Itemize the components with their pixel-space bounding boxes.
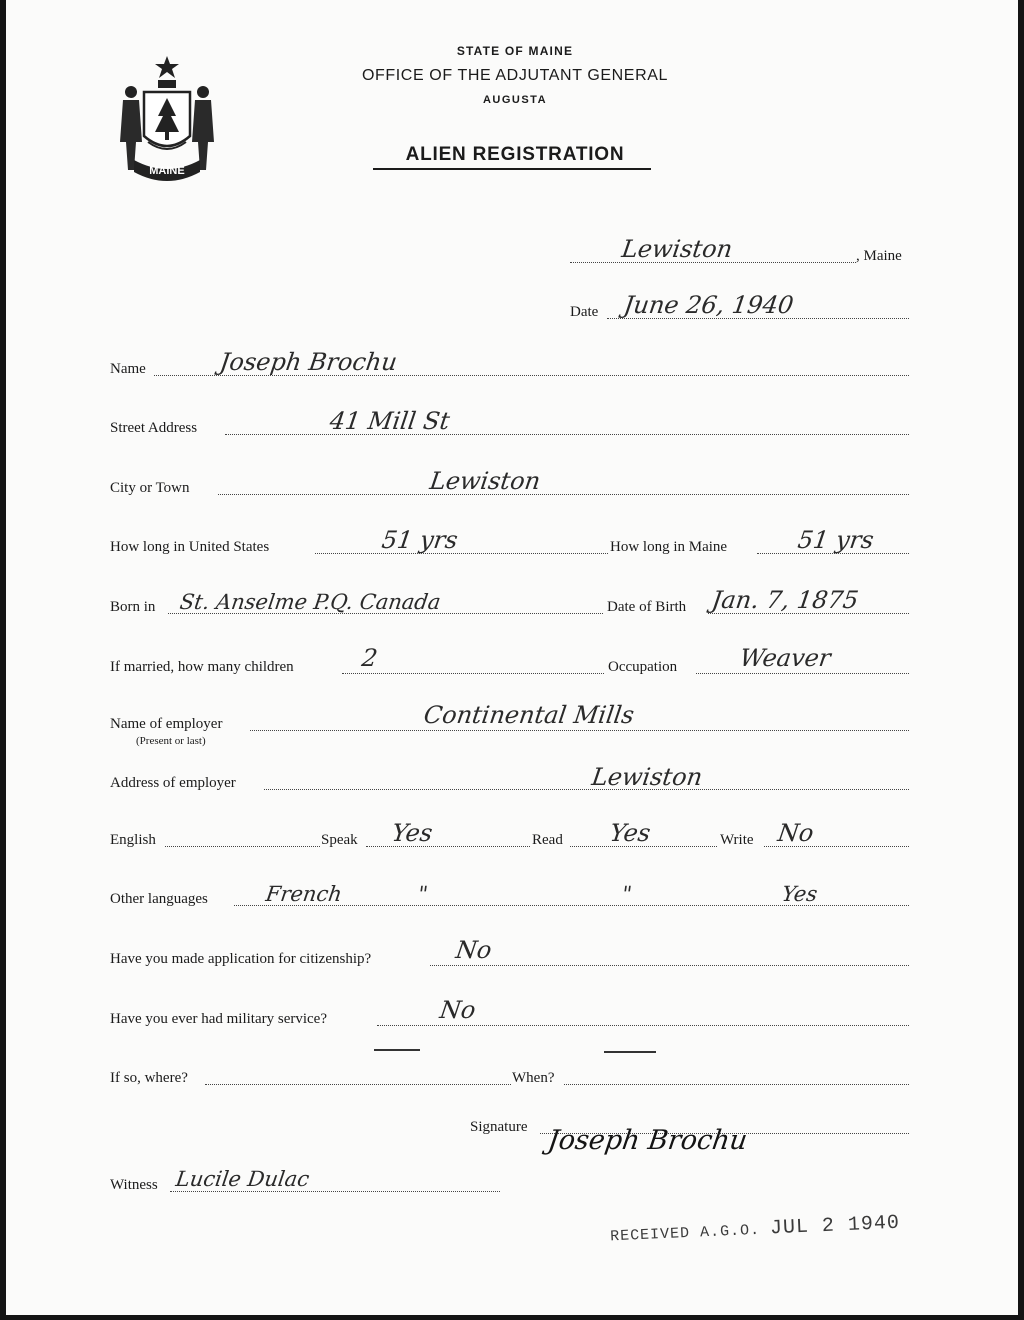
born-label: Born in xyxy=(110,599,156,615)
other-languages-speak-value: " xyxy=(416,882,430,906)
citizenship-field-line xyxy=(430,965,909,966)
employer-address-field-line xyxy=(264,789,909,790)
children-label: If married, how many children xyxy=(110,659,294,675)
date-value: June 26, 1940 xyxy=(622,291,796,319)
birth-date-label: Date of Birth xyxy=(607,599,687,615)
years-maine-label: How long in Maine xyxy=(610,539,728,555)
employer-address-label: Address of employer xyxy=(110,775,236,791)
english-speak-value: Yes xyxy=(390,819,435,847)
other-languages-label: Other languages xyxy=(110,891,208,907)
name-label: Name xyxy=(110,361,146,377)
employer-label: Name of employer xyxy=(110,716,223,732)
years-us-field-line xyxy=(315,553,608,554)
signature-label: Signature xyxy=(470,1119,528,1135)
other-languages-read-value: " xyxy=(620,882,634,906)
seal-banner-text: MAINE xyxy=(149,165,185,177)
where-dash-mark xyxy=(374,1049,420,1051)
state-heading: STATE OF MAINE xyxy=(456,44,574,58)
title-underline xyxy=(373,168,651,170)
other-languages-write-value: Yes xyxy=(780,882,819,906)
english-label: English xyxy=(110,832,156,848)
english-speak-label: Speak xyxy=(321,832,358,848)
military-field-line xyxy=(377,1025,909,1026)
occupation-label: Occupation xyxy=(608,659,678,675)
scan-border-bottom xyxy=(0,1315,1024,1320)
employer-field-line xyxy=(250,730,909,731)
street-value: 41 Mill St xyxy=(328,407,452,435)
name-value: Joseph Brochu xyxy=(218,348,399,376)
military-label: Have you ever had military service? xyxy=(110,1011,327,1027)
military-value: No xyxy=(438,996,478,1024)
city-field-line xyxy=(218,494,909,495)
where-label: If so, where? xyxy=(110,1070,188,1086)
office-heading: OFFICE OF THE ADJUTANT GENERAL xyxy=(361,67,669,84)
years-us-label: How long in United States xyxy=(110,539,270,555)
employer-sublabel: (Present or last) xyxy=(136,735,206,747)
employer-address-value: Lewiston xyxy=(590,763,705,791)
place-value: Lewiston xyxy=(620,235,735,263)
english-field-line xyxy=(165,846,320,847)
received-stamp xyxy=(610,1212,901,1248)
city-value: Lewiston xyxy=(428,467,543,495)
english-write-label: Write xyxy=(720,832,754,848)
witness-value: Lucile Dulac xyxy=(174,1167,311,1191)
date-label: Date xyxy=(570,304,599,320)
street-label: Street Address xyxy=(110,420,198,436)
english-read-value: Yes xyxy=(608,819,653,847)
place-suffix-label: , Maine xyxy=(856,248,902,264)
employer-value: Continental Mills xyxy=(422,701,636,729)
scan-border-left xyxy=(0,0,6,1320)
children-value: 2 xyxy=(360,644,380,672)
when-field-line xyxy=(564,1084,909,1085)
english-write-value: No xyxy=(776,819,816,847)
received-stamp-date: JUL 2 1940 xyxy=(769,1211,901,1241)
when-dash-mark xyxy=(604,1051,656,1053)
city-label: City or Town xyxy=(110,480,190,496)
years-us-value: 51 yrs xyxy=(380,526,460,554)
witness-label: Witness xyxy=(110,1177,158,1193)
other-languages-value: French xyxy=(264,882,344,906)
signature-value: Joseph Brochu xyxy=(545,1125,750,1156)
occupation-field-line xyxy=(696,673,909,674)
when-label: When? xyxy=(512,1070,555,1086)
children-field-line xyxy=(342,673,604,674)
form-title: ALIEN REGISTRATION xyxy=(405,144,625,165)
occupation-value: Weaver xyxy=(738,644,833,672)
city-heading: AUGUSTA xyxy=(482,94,548,106)
maine-state-seal xyxy=(112,52,222,182)
english-read-label: Read xyxy=(532,832,563,848)
scan-border-right xyxy=(1018,0,1024,1320)
citizenship-label: Have you made application for citizenship? xyxy=(110,951,372,967)
citizenship-value: No xyxy=(454,936,494,964)
born-value: St. Anselme P.Q. Canada xyxy=(178,590,443,614)
years-maine-value: 51 yrs xyxy=(796,526,876,554)
where-field-line xyxy=(205,1084,511,1085)
received-stamp-prefix: RECEIVED A.G.O. xyxy=(609,1221,761,1246)
birth-date-value: Jan. 7, 1875 xyxy=(710,586,861,614)
